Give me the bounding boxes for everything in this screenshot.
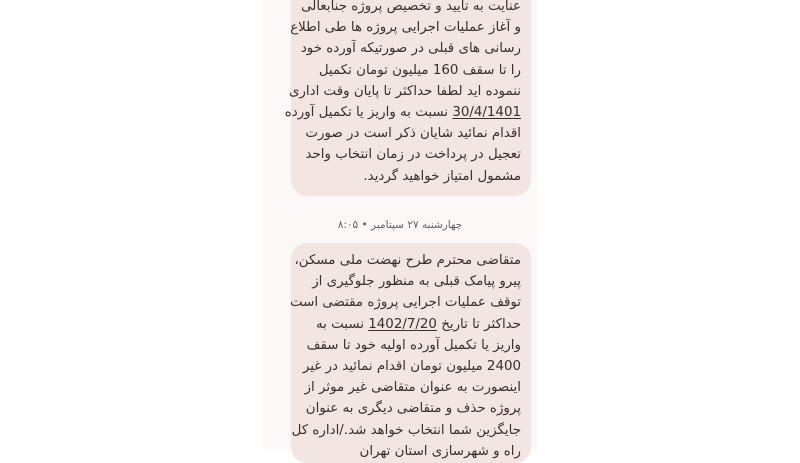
message-line: رسانی های قبلی در صورتیکه آورده خود bbox=[300, 41, 521, 57]
chat-thread[interactable] bbox=[262, 0, 538, 459]
message-line: واریز یا تکمیل آورده اولیه خود تا سقف bbox=[306, 337, 521, 353]
message-line: اینصورت به عنوان متقاضی غیر موثر از bbox=[304, 380, 521, 396]
message-line: 2400 میلیون تومان اقدام نمائید در غیر bbox=[302, 358, 521, 374]
date-link[interactable]: 1402/7/20 bbox=[368, 316, 437, 332]
message-line: ننموده اید لطفا حداکثر تا پایان وقت اداری bbox=[288, 83, 521, 99]
message-bubble[interactable] bbox=[284, 0, 531, 196]
date-link[interactable]: 30/4/1401 bbox=[452, 104, 521, 120]
message-line: جایگزین شما انتخاب خواهد شد./اداره کل bbox=[291, 422, 521, 438]
message-line: مشمول امتیاز خواهید گردید. bbox=[363, 168, 521, 184]
message-line: اقدام نمائید شایان ذکر است در صورت bbox=[305, 126, 521, 142]
message-line: تعجیل در پرداخت در زمان انتخاب واحد bbox=[305, 147, 521, 163]
message-bubble[interactable] bbox=[291, 243, 531, 463]
message-line: و آغاز عملیات اجرایی پروژه ها طی اطلاع bbox=[290, 20, 521, 36]
message-line: متقاضی محترم طرح نهضت ملی مسکن، bbox=[294, 253, 521, 268]
message-timestamp: چهارشنبه ۲۷ سپتامبر • ۸:۰۵ bbox=[337, 219, 463, 231]
message-line: پروژه حذف و متقاضی دیگری به عنوان bbox=[305, 401, 521, 417]
message-line: عنایت به تایید و تخصیص پروژه جنابعالی bbox=[301, 0, 521, 14]
message-line: را تا سقف 160 میلیون تومان تکمیل bbox=[318, 62, 521, 78]
message-line: حداکثر تا تاریخ 1402/7/20 نسبت به bbox=[315, 316, 521, 332]
message-line: توقف عملیات اجرایی پروژه مقتضی است bbox=[290, 295, 521, 311]
message-line: 30/4/1401 نسبت به واریز یا تکمیل آورده bbox=[284, 104, 521, 120]
message-line: پیرو پیامک قبلی به منظور جلوگیری از bbox=[312, 274, 521, 290]
message-line: راه و شهرسازی استان تهران bbox=[359, 443, 521, 459]
